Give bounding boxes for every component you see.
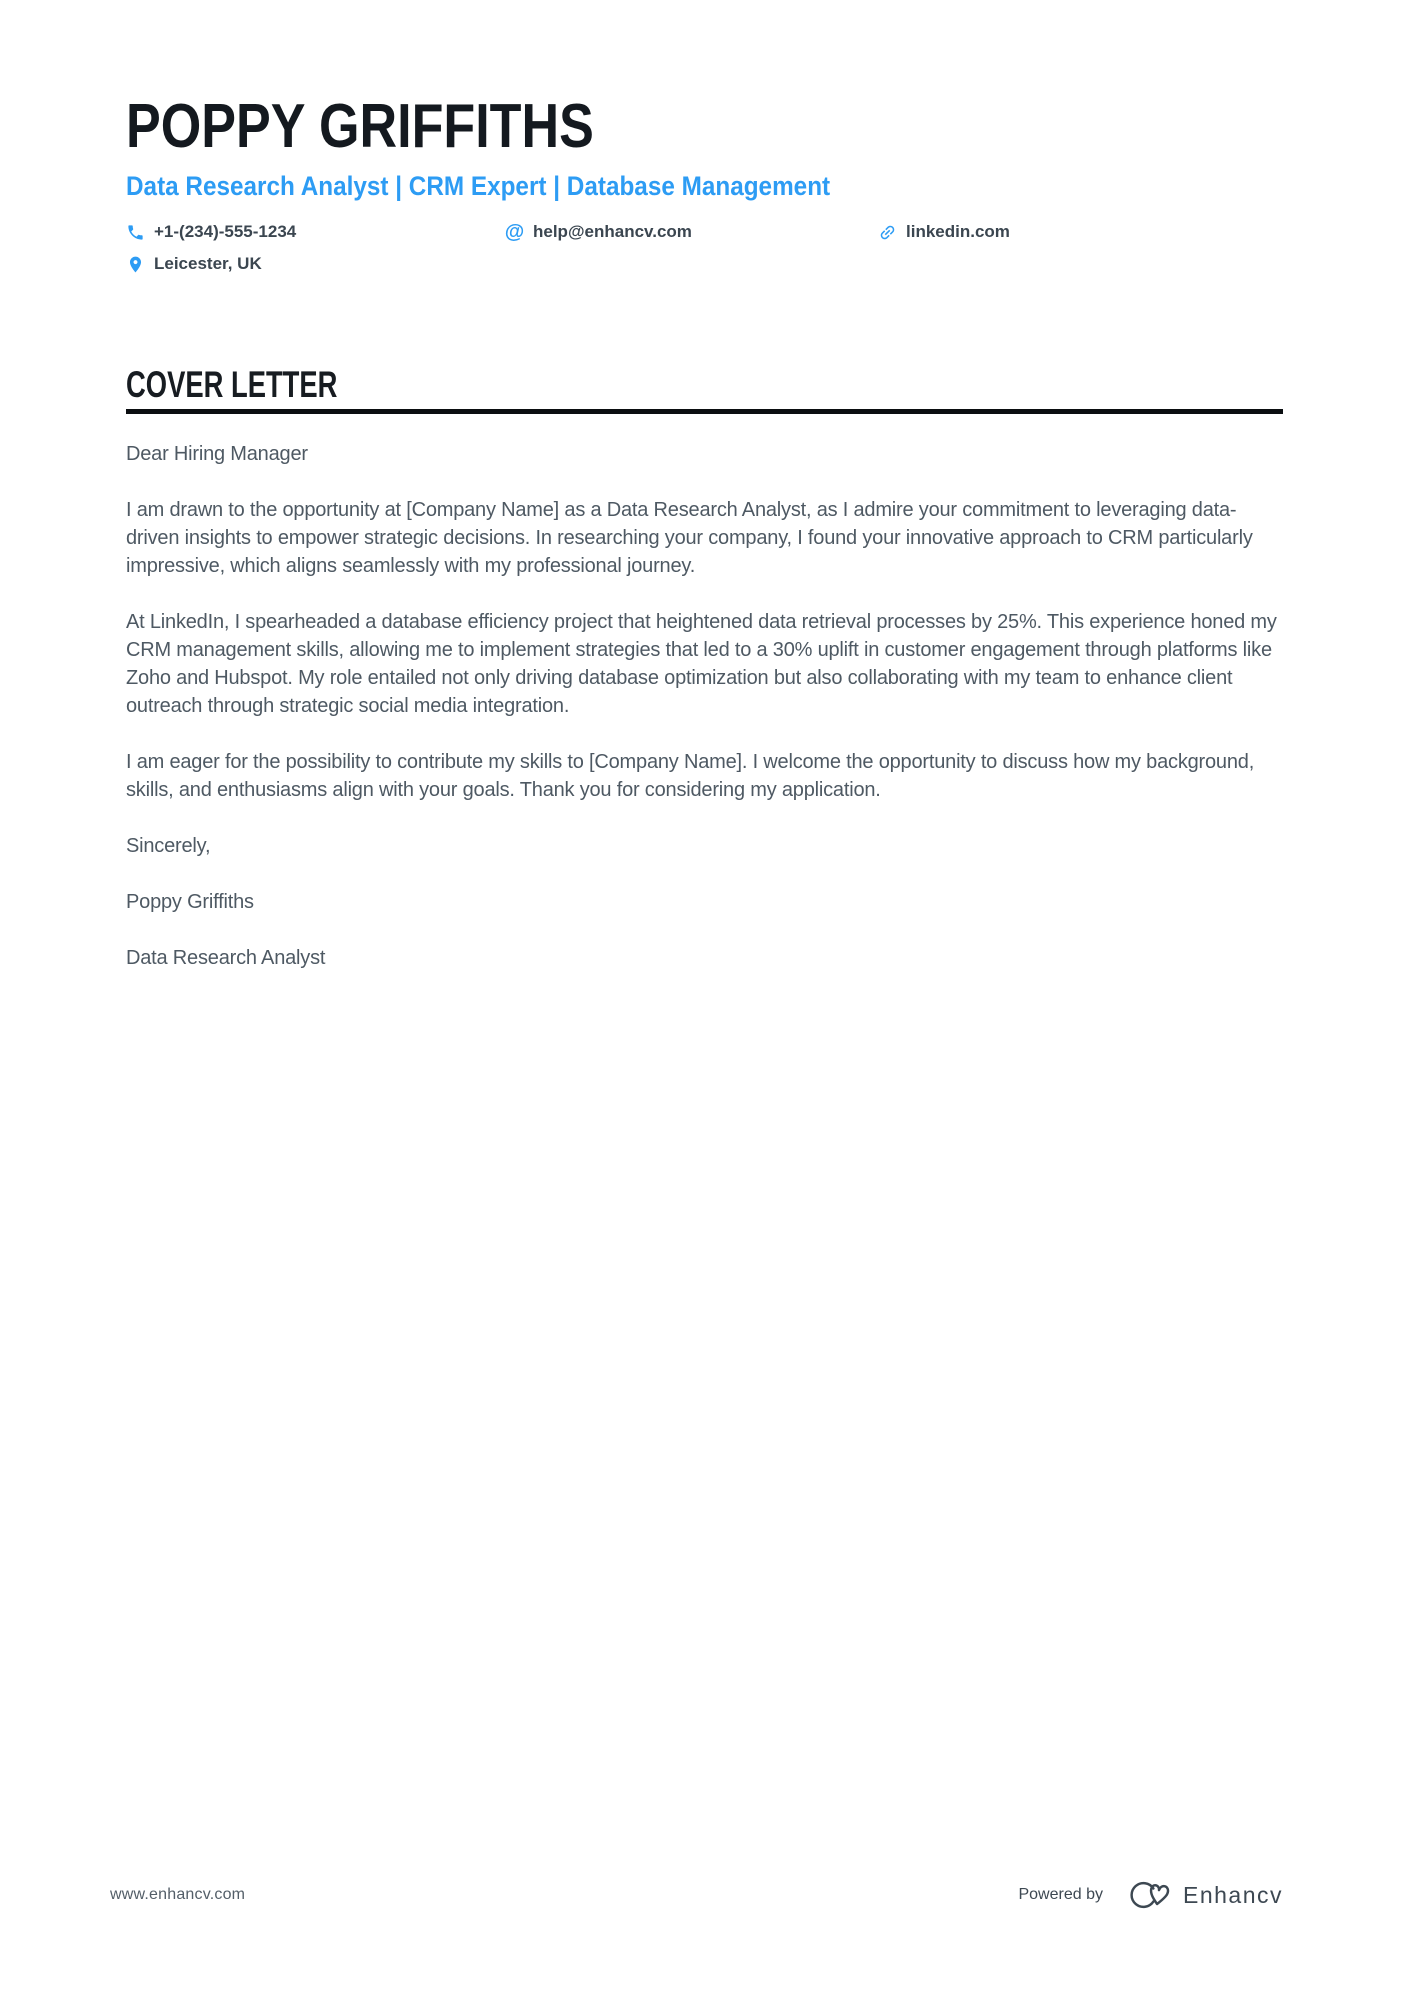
page-footer xyxy=(110,1877,1283,1913)
person-job-title: Data Research Analyst | CRM Expert | Database Management xyxy=(126,171,831,202)
signature-name: Poppy Griffiths xyxy=(126,891,254,914)
contact-link[interactable] xyxy=(878,222,1283,242)
contact-link-text: linkedin.com xyxy=(906,222,1010,242)
contact-phone[interactable] xyxy=(126,222,505,242)
footer-website-link[interactable]: www.enhancv.com xyxy=(110,1886,246,1903)
enhancv-logo-icon xyxy=(1119,1877,1173,1913)
section-heading: COVER LETTER xyxy=(126,364,338,406)
powered-by-label: Powered by xyxy=(1018,1886,1103,1903)
letter-paragraph: At LinkedIn, I spearheaded a database efficiency project that heightened data retrieval processes by 25%. This experience honed my CRM management skills, allowing me to implement strategies that led to a 30% uplift in customer engagement through platforms like Zoho and Hubspot. My role entailed not only driving database optimization but also collaborating with my team to enhance client outreach through strategic social media integration. xyxy=(126,611,1277,718)
enhancv-brand[interactable] xyxy=(1119,1877,1283,1913)
contact-phone-text: +1-(234)-555-1234 xyxy=(154,222,297,242)
letter-body xyxy=(126,440,1283,972)
at-icon: @ xyxy=(504,221,525,244)
link-icon xyxy=(874,219,901,246)
closing: Sincerely, xyxy=(126,835,211,858)
location-pin-icon xyxy=(126,255,145,274)
page-content xyxy=(126,0,1283,1000)
contact-info xyxy=(126,222,1283,274)
letter-paragraph: I am eager for the possibility to contribute my skills to [Company Name]. I welcome the opportunity to discuss how my background, skills, and enthusiasms align with your goals. Thank you for considering my application. xyxy=(126,751,1255,802)
contact-location-text: Leicester, UK xyxy=(154,254,262,274)
salutation: Dear Hiring Manager xyxy=(126,443,308,466)
powered-by-block xyxy=(1018,1877,1283,1913)
enhancv-wordmark: Enhancv xyxy=(1182,1881,1283,1908)
person-name: POPPY GRIFFITHS xyxy=(126,92,594,161)
contact-location xyxy=(126,254,505,274)
letter-paragraph: I am drawn to the opportunity at [Company Name] as a Data Research Analyst, as I admire your commitment to leveraging data-driven insights to empower strategic decisions. In researching your company, I found your innovative approach to CRM particularly impressive, which aligns seamlessly with my professional journey. xyxy=(126,499,1253,578)
cover-letter-section xyxy=(126,366,1283,414)
phone-icon xyxy=(126,223,145,242)
contact-email-text: help@enhancv.com xyxy=(533,222,692,242)
contact-email[interactable] xyxy=(505,222,878,242)
signature-title: Data Research Analyst xyxy=(126,947,326,970)
